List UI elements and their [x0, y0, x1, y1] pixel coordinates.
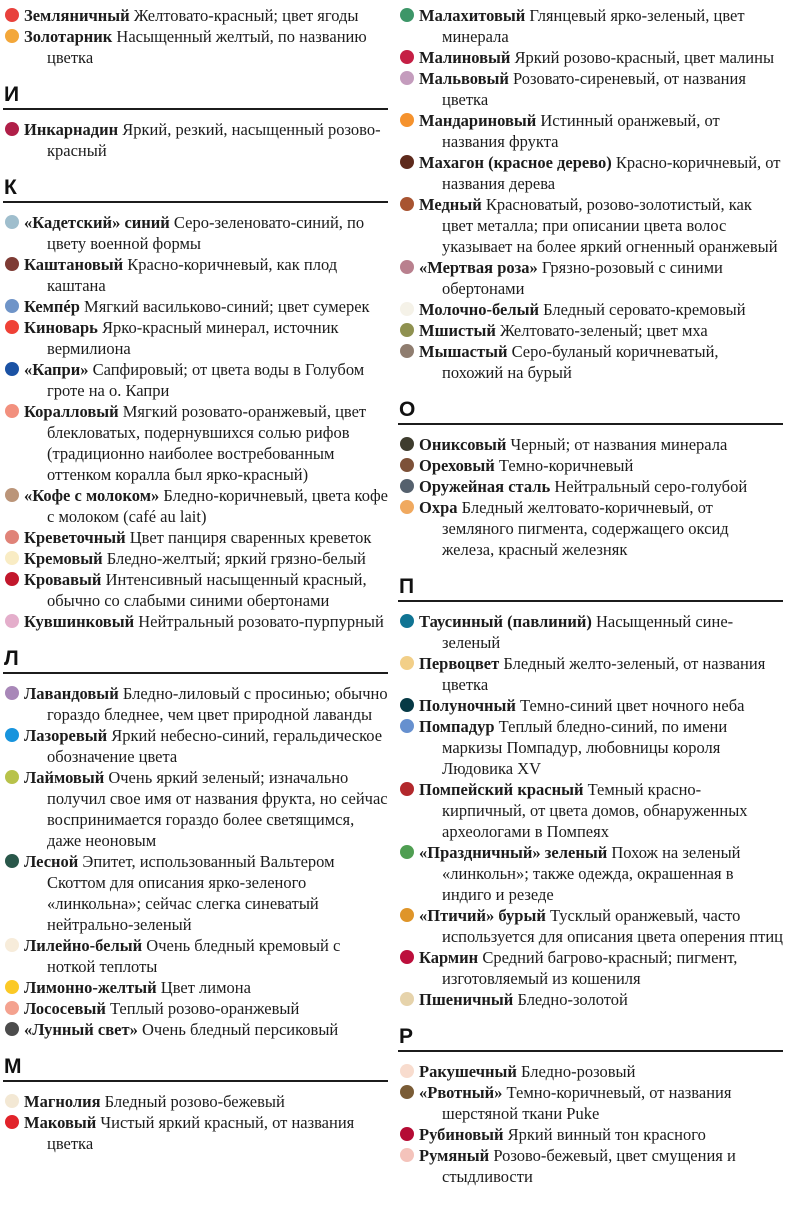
color-swatch-dot	[400, 500, 414, 514]
color-name: Мальвовый	[419, 69, 509, 88]
color-name: Магнолия	[24, 1092, 101, 1111]
color-name: Земляничный	[24, 6, 130, 25]
section-letter-heading: М	[3, 1055, 388, 1082]
color-entry	[3, 26, 388, 68]
color-description: Нейтральный серо-голубой	[554, 477, 748, 496]
section-letter-heading: К	[3, 176, 388, 203]
color-swatch-dot	[400, 155, 414, 169]
color-description: Красноватый, розово-золотистый, как цвет металла; при описании цвета волос указывает на более яркий огненный оранжевый	[442, 195, 778, 256]
color-entry	[3, 254, 388, 296]
color-name: Кувшинковый	[24, 612, 135, 631]
color-entry	[398, 5, 783, 47]
color-description: Бледно-розовый	[521, 1062, 636, 1081]
color-name: Рубиновый	[419, 1125, 504, 1144]
color-name: Лавандовый	[24, 684, 119, 703]
color-description: Насыщенный желтый, по названию цветка	[47, 27, 367, 67]
color-name: «Кадетский» синий	[24, 213, 170, 232]
color-entry	[398, 716, 783, 779]
color-description: Истинный оранжевый, от названия фрукта	[442, 111, 720, 151]
color-name: Помпадур	[419, 717, 495, 736]
color-description: Желтовато-красный; цвет ягоды	[133, 6, 359, 25]
color-name: Пшеничный	[419, 990, 514, 1009]
color-name: Лилейно-белый	[24, 936, 143, 955]
color-description: Мягкий васильково-синий; цвет сумерек	[84, 297, 370, 316]
color-entry	[3, 485, 388, 527]
color-swatch-dot	[400, 479, 414, 493]
color-swatch-dot	[400, 950, 414, 964]
color-entry	[398, 110, 783, 152]
color-swatch-dot	[5, 938, 19, 952]
color-swatch-dot	[400, 908, 414, 922]
color-swatch-dot	[400, 458, 414, 472]
color-name: Маковый	[24, 1113, 97, 1132]
color-entry	[398, 779, 783, 842]
color-description: Чистый яркий красный, от названия цветка	[47, 1113, 355, 1153]
color-name: Лаймовый	[24, 768, 105, 787]
color-entry	[398, 455, 783, 476]
color-swatch-dot	[5, 614, 19, 628]
color-swatch-dot	[400, 197, 414, 211]
color-name: «Мертвая роза»	[419, 258, 538, 277]
color-description: Красно-коричневый, от названия дерева	[442, 153, 781, 193]
color-entry	[3, 725, 388, 767]
color-entry	[398, 1124, 783, 1145]
color-entry	[398, 989, 783, 1010]
color-swatch-dot	[5, 1115, 19, 1129]
color-entry	[3, 611, 388, 632]
color-name: Охра	[419, 498, 458, 517]
color-swatch-dot	[400, 1064, 414, 1078]
color-entry	[398, 434, 783, 455]
color-name: Медный	[419, 195, 482, 214]
color-swatch-dot	[5, 299, 19, 313]
color-swatch-dot	[400, 323, 414, 337]
color-swatch-dot	[5, 320, 19, 334]
color-entry	[398, 320, 783, 341]
color-description: Бледный розово-бежевый	[104, 1092, 285, 1111]
color-name: Махагон (красное дерево)	[419, 153, 612, 172]
color-description: Очень бледный кремовый с ноткой теплоты	[47, 936, 341, 976]
color-entry	[3, 767, 388, 851]
color-entry	[3, 1019, 388, 1040]
color-name: Золотарник	[24, 27, 113, 46]
color-description: Яркий винный тон красного	[507, 1125, 706, 1144]
color-description: Очень бледный персиковый	[141, 1020, 339, 1039]
color-swatch-dot	[5, 1094, 19, 1108]
color-description: Черный; от названия минерала	[510, 435, 728, 454]
color-name: Лимонно-желтый	[24, 978, 157, 997]
color-entry	[3, 1091, 388, 1112]
color-description: Серо-зеленовато-синий, по цвету военной формы	[47, 213, 365, 253]
color-swatch-dot	[5, 572, 19, 586]
color-swatch-dot	[400, 992, 414, 1006]
color-swatch-dot	[5, 530, 19, 544]
color-swatch-dot	[5, 404, 19, 418]
color-entry	[398, 905, 783, 947]
color-swatch-dot	[400, 698, 414, 712]
color-description: Ярко-красный минерал, источник вермилиона	[47, 318, 339, 358]
color-swatch-dot	[400, 437, 414, 451]
color-entry	[3, 548, 388, 569]
color-entry	[398, 947, 783, 989]
color-entry	[3, 296, 388, 317]
color-entry	[398, 1145, 783, 1187]
color-name: Малиновый	[419, 48, 511, 67]
color-name: Ониксовый	[419, 435, 507, 454]
color-entry	[3, 977, 388, 998]
color-name: Кровавый	[24, 570, 102, 589]
color-name: Таусинный (павлиний)	[419, 612, 592, 631]
color-description: Яркий небесно-синий, геральдическое обозначение цвета	[47, 726, 383, 766]
color-description: Темно-коричневый	[498, 456, 634, 475]
color-swatch-dot	[5, 257, 19, 271]
color-swatch-dot	[5, 8, 19, 22]
color-swatch-dot	[400, 260, 414, 274]
color-swatch-dot	[5, 1022, 19, 1036]
color-name: Кремовый	[24, 549, 103, 568]
color-description: Темный красно-кирпичный, от цвета домов, обнаруженных археологами в Помпеях	[442, 780, 748, 841]
color-description: Бледно-коричневый, цвета кофе с молоком (café au lait)	[47, 486, 388, 526]
color-entry	[3, 359, 388, 401]
color-entry	[3, 212, 388, 254]
glossary-column-2	[398, 5, 783, 1187]
color-name: Кемпéр	[24, 297, 80, 316]
color-entry	[3, 5, 388, 26]
color-swatch-dot	[400, 845, 414, 859]
color-swatch-dot	[400, 71, 414, 85]
color-description: Интенсивный насыщенный красный, обычно со слабыми синими обертонами	[47, 570, 367, 610]
color-entry	[398, 695, 783, 716]
color-entry	[398, 152, 783, 194]
color-swatch-dot	[400, 50, 414, 64]
color-description: Бледно-золотой	[517, 990, 628, 1009]
color-swatch-dot	[5, 686, 19, 700]
color-entry	[3, 935, 388, 977]
section-letter-heading: Л	[3, 647, 388, 674]
color-entry	[398, 842, 783, 905]
color-entry	[3, 1112, 388, 1154]
color-name: Молочно-белый	[419, 300, 540, 319]
glossary-column-1	[3, 5, 388, 1187]
color-entry	[398, 47, 783, 68]
color-entry	[3, 401, 388, 485]
color-description: Сапфировый; от цвета воды в Голубом гроте на о. Капри	[47, 360, 365, 400]
color-name: «Рвотный»	[419, 1083, 503, 1102]
color-description: Серо-буланый коричневатый, похожий на бурый	[442, 342, 719, 382]
color-swatch-dot	[400, 782, 414, 796]
color-name: Ракушечный	[419, 1062, 517, 1081]
color-entry	[398, 611, 783, 653]
color-name: Первоцвет	[419, 654, 500, 673]
section-letter-heading: П	[398, 575, 783, 602]
color-description: Теплый розово-оранжевый	[109, 999, 300, 1018]
color-swatch-dot	[5, 122, 19, 136]
color-name: Помпейский красный	[419, 780, 584, 799]
color-description: Бледный желтовато-коричневый, от земляного пигмента, содержащего оксид железа, красный железняк	[442, 498, 729, 559]
color-entry	[3, 998, 388, 1019]
color-name: Киноварь	[24, 318, 98, 337]
color-swatch-dot	[5, 551, 19, 565]
color-name: Оружейная сталь	[419, 477, 551, 496]
color-entry	[3, 527, 388, 548]
color-name: «Птичий» бурый	[419, 906, 546, 925]
color-entry	[398, 1082, 783, 1124]
color-name: Лесной	[24, 852, 79, 871]
color-description: Теплый бледно-синий, по имени маркизы Помпадур, любовницы короля Людовика XV	[442, 717, 728, 778]
color-description: Яркий розово-красный, цвет малины	[514, 48, 775, 67]
color-description: Розовато-сиреневый, от названия цветка	[442, 69, 746, 109]
color-name: Кармин	[419, 948, 479, 967]
color-name: Каштановый	[24, 255, 124, 274]
color-description: Темно-синий цвет ночного неба	[520, 696, 745, 715]
color-description: Цвет панциря сваренных креветок	[129, 528, 372, 547]
section-letter-heading: И	[3, 83, 388, 110]
color-swatch-dot	[400, 302, 414, 316]
color-swatch-dot	[400, 113, 414, 127]
color-description: Розово-бежевый, цвет смущения и стыдливости	[442, 1146, 736, 1186]
color-description: Красно-коричневый, как плод каштана	[47, 255, 338, 295]
color-swatch-dot	[5, 854, 19, 868]
color-swatch-dot	[400, 344, 414, 358]
color-entry	[398, 653, 783, 695]
color-entry	[398, 257, 783, 299]
color-entry	[3, 851, 388, 935]
color-swatch-dot	[400, 1085, 414, 1099]
color-description: Бледный желто-зеленый, от названия цветка	[442, 654, 766, 694]
color-entry	[3, 683, 388, 725]
color-entry	[398, 68, 783, 110]
color-description: Глянцевый ярко-зеленый, цвет минерала	[442, 6, 745, 46]
color-description: Эпитет, использованный Вальтером Скоттом для описания ярко-зеленого «линкольна»; сейчас слегка синеватый нейтрально-зеленый	[47, 852, 335, 934]
color-entry	[398, 194, 783, 257]
color-description: Нейтральный розовато-пурпурный	[138, 612, 384, 631]
color-description: Бледно-лиловый с просинью; обычно гораздо бледнее, чем цвет природной лаванды	[47, 684, 388, 724]
color-description: Бледно-желтый; яркий грязно-белый	[106, 549, 366, 568]
color-name: Лососевый	[24, 999, 106, 1018]
color-name: Лазоревый	[24, 726, 108, 745]
color-swatch-dot	[400, 1148, 414, 1162]
color-name: Мшистый	[419, 321, 496, 340]
color-description: Яркий, резкий, насыщенный розово-красный	[47, 120, 381, 160]
color-name: Мандариновый	[419, 111, 537, 130]
color-swatch-dot	[400, 719, 414, 733]
color-entry	[3, 317, 388, 359]
color-entry	[398, 497, 783, 560]
color-description: Грязно-розовый с синими обертонами	[442, 258, 723, 298]
color-name: «Лунный свет»	[24, 1020, 138, 1039]
color-name: Полуночный	[419, 696, 516, 715]
color-description: Насыщенный сине-зеленый	[442, 612, 734, 652]
color-swatch-dot	[5, 29, 19, 43]
color-name: Румяный	[419, 1146, 490, 1165]
color-entry	[398, 341, 783, 383]
color-name: Креветочный	[24, 528, 126, 547]
color-description: Мягкий розовато-оранжевый, цвет блекловатых, подернувшихся солью рифов (традиционно наиболее востребованным оттенком коралла был ярко-красный)	[47, 402, 367, 484]
color-name: Малахитовый	[419, 6, 526, 25]
color-entry	[398, 299, 783, 320]
color-name: «Праздничный» зеленый	[419, 843, 608, 862]
color-description: Средний багрово-красный; пигмент, изготовляемый из кошениля	[442, 948, 738, 988]
color-name: Инкарнадин	[24, 120, 119, 139]
color-name: «Капри»	[24, 360, 89, 379]
color-swatch-dot	[5, 770, 19, 784]
color-entry	[398, 1061, 783, 1082]
color-description: Тусклый оранжевый, часто используется для описания цвета оперения птиц	[442, 906, 783, 946]
color-name: Коралловый	[24, 402, 119, 421]
color-description: Похож на зеленый «линкольн»; также одежда, окрашенная в индиго и резеде	[442, 843, 741, 904]
color-swatch-dot	[400, 1127, 414, 1141]
section-letter-heading: О	[398, 398, 783, 425]
color-description: Темно-коричневый, от названия шерстяной ткани Puke	[442, 1083, 732, 1123]
color-swatch-dot	[400, 8, 414, 22]
color-swatch-dot	[5, 980, 19, 994]
color-entry	[398, 476, 783, 497]
color-entry	[3, 569, 388, 611]
color-description: Бледный серовато-кремовый	[543, 300, 746, 319]
color-swatch-dot	[400, 614, 414, 628]
color-name: Мышастый	[419, 342, 508, 361]
color-swatch-dot	[5, 362, 19, 376]
color-swatch-dot	[5, 1001, 19, 1015]
color-swatch-dot	[400, 656, 414, 670]
color-name: Ореховый	[419, 456, 495, 475]
color-description: Цвет лимона	[160, 978, 251, 997]
color-name: «Кофе с молоком»	[24, 486, 160, 505]
color-swatch-dot	[5, 488, 19, 502]
color-swatch-dot	[5, 728, 19, 742]
color-swatch-dot	[5, 215, 19, 229]
section-letter-heading: Р	[398, 1025, 783, 1052]
color-description: Очень яркий зеленый; изначально получил свое имя от названия фрукта, но сейчас воспринимается гораздо более светящимся, даже неоновым	[47, 768, 388, 850]
color-description: Желтовато-зеленый; цвет мха	[499, 321, 708, 340]
color-entry	[3, 119, 388, 161]
